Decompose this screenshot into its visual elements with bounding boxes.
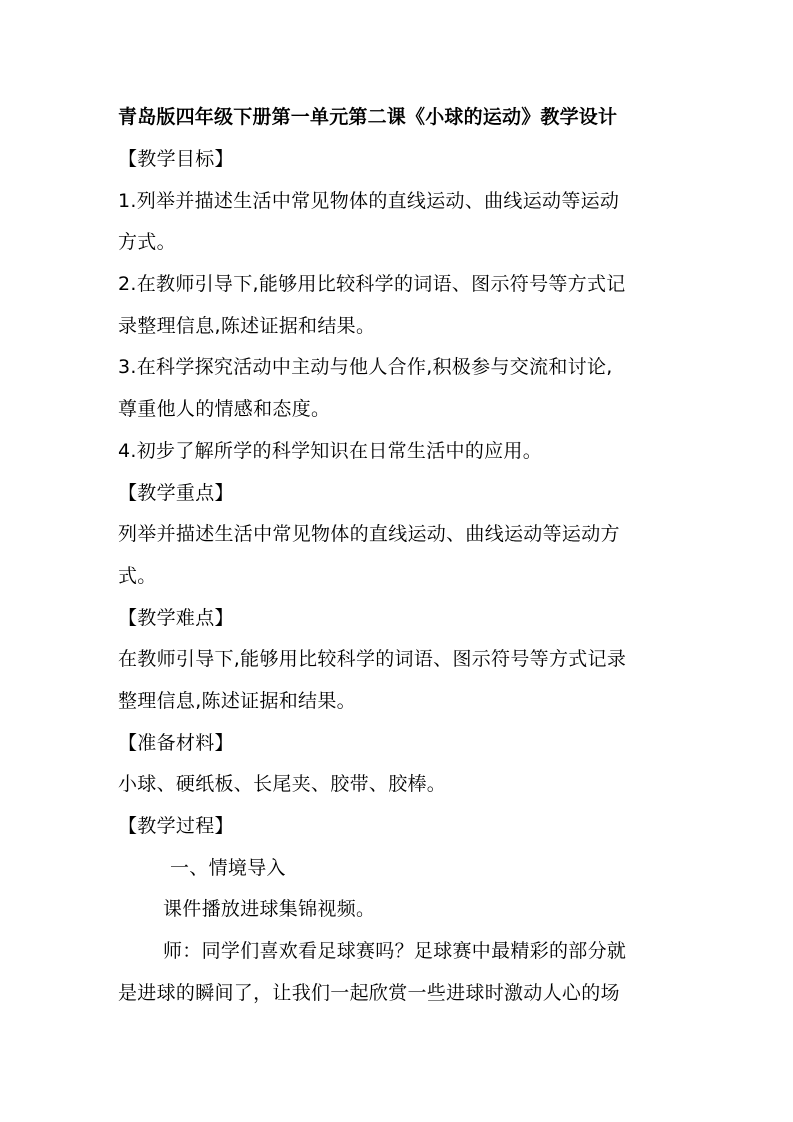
section-heading-objectives: 【教学目标】 xyxy=(118,148,234,170)
objective-line: 1.列举并描述生活中常见物体的直线运动、曲线运动等运动 xyxy=(118,190,620,212)
section-heading-materials: 【准备材料】 xyxy=(118,732,234,754)
key-point-line: 式。 xyxy=(118,565,157,587)
materials-line: 小球、硬纸板、长尾夹、胶带、胶棒。 xyxy=(118,773,447,795)
document-title: 青岛版四年级下册第一单元第二课《小球的运动》教学设计 xyxy=(118,106,618,128)
process-line: 课件播放进球集锦视频。 xyxy=(163,898,376,920)
process-line: 是进球的瞬间了，让我们一起欣赏一些进球时激动人心的场 xyxy=(118,982,620,1004)
process-line: 师：同学们喜欢看足球赛吗？足球赛中最精彩的部分就 xyxy=(163,940,627,962)
difficulty-line: 整理信息,陈述证据和结果。 xyxy=(118,690,356,712)
objective-line: 2.在教师引导下,能够用比较科学的词语、图示符号等方式记 xyxy=(118,273,626,295)
objective-line: 尊重他人的情感和态度。 xyxy=(118,398,331,420)
section-heading-difficulty: 【教学难点】 xyxy=(118,607,234,629)
objective-line: 录整理信息,陈述证据和结果。 xyxy=(118,315,376,337)
objective-line: 方式。 xyxy=(118,231,176,253)
section-heading-key-point: 【教学重点】 xyxy=(118,482,234,504)
objective-line: 4.初步了解所学的科学知识在日常生活中的应用。 xyxy=(118,440,543,462)
difficulty-line: 在教师引导下,能够用比较科学的词语、图示符号等方式记录 xyxy=(118,648,627,670)
process-subheading: 一、情境导入 xyxy=(170,857,286,879)
key-point-line: 列举并描述生活中常见物体的直线运动、曲线运动等运动方 xyxy=(118,523,620,545)
section-heading-process: 【教学过程】 xyxy=(118,815,234,837)
objective-line: 3.在科学探究活动中主动与他人合作,积极参与交流和讨论, xyxy=(118,356,613,378)
